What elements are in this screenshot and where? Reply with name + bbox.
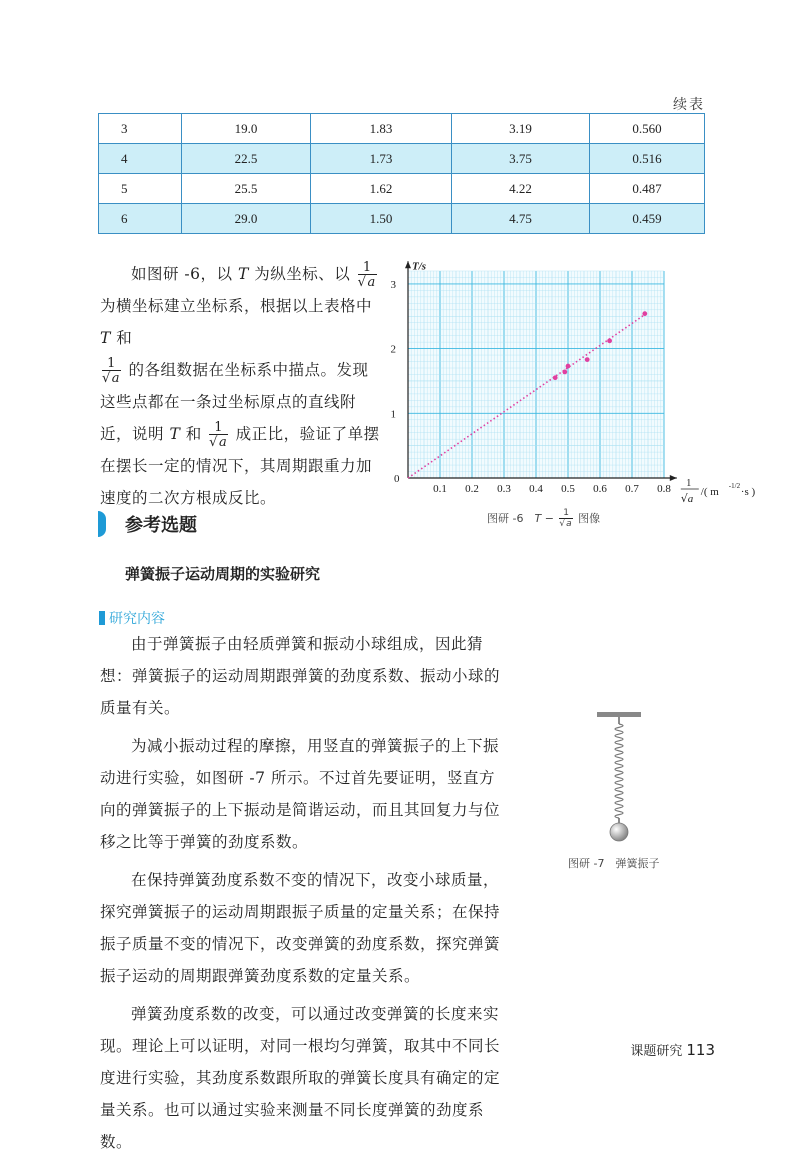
table-cell: 5	[99, 174, 182, 204]
body-text	[100, 628, 505, 1164]
data-point	[562, 369, 567, 374]
x-tick-label: 0.5	[561, 483, 575, 495]
x-axis-label-sqrt-sign: √	[680, 492, 688, 505]
table-cell: 22.5	[182, 144, 311, 174]
table-cell: 3.75	[452, 144, 590, 174]
page-footer	[630, 1040, 715, 1059]
table-cell: 1.62	[311, 174, 452, 204]
x-tick-label: 0.4	[529, 483, 543, 495]
table-cell: 0.560	[590, 114, 705, 144]
content-label: 研究内容	[99, 608, 165, 628]
content-label-marker	[99, 611, 105, 625]
topic-title: 弹簧振子运动周期的实验研究	[125, 565, 321, 583]
body-paragraph: 为减小振动过程的摩擦，用竖直的弹簧振子的上下振动进行实验，如图研 -7 所示。不过首先要证明，竖直方向的弹簧振子的上下振动是简谐运动，而且其回复力与位移之比等于弹簧的劲度系数。	[100, 737, 501, 851]
x-tick-label: 0.6	[593, 483, 607, 495]
table-cell: 3	[99, 114, 182, 144]
table-row	[99, 114, 705, 144]
table-cell: 4.75	[452, 204, 590, 234]
x-axis-arrow	[670, 475, 677, 481]
y-tick-label: 2	[390, 343, 396, 356]
y-axis-arrow	[405, 261, 411, 268]
data-point	[642, 311, 647, 316]
spring-ball	[610, 823, 628, 841]
table-row	[99, 174, 705, 204]
data-point	[607, 338, 612, 343]
data-point	[566, 364, 571, 369]
table-cell: 29.0	[182, 204, 311, 234]
x-axis-label-numerator: 1	[686, 478, 692, 489]
section-marker	[98, 511, 106, 537]
x-tick-label: 0.1	[433, 483, 447, 495]
data-point	[585, 357, 590, 362]
footer-label: 课题研究	[630, 1044, 683, 1059]
inverse-sqrt-a-fraction: $\frac{1}{√a}$	[357, 260, 376, 290]
x-tick-label: 0.3	[497, 483, 511, 495]
y-tick-label: 1	[390, 408, 396, 421]
figure-7-caption: 图研 -7 弹簧振子	[568, 857, 660, 870]
table-row	[99, 204, 705, 234]
table-cell: 0.459	[590, 204, 705, 234]
chart-description-paragraph: 如图研 -6，以 T 为纵坐标、以 $\frac{1}{√a}$ 为横坐标建立坐标系，根据以上表格中 T 和 $\frac{1}{√a}$ 的各组数据在坐标系中描点。发现这些点都在一条过坐标原点的直线附近，说明 T 和 $\frac{1}{√a}$ 成正比，验证了单摆在摆长一定的情况下，其周期跟重力加速度的二次方根成反比。	[100, 260, 380, 507]
table-cell: 1.73	[311, 144, 452, 174]
x-axis-label-unit-end: ·s )	[740, 486, 755, 498]
table-cell: 0.487	[590, 174, 705, 204]
table-cell: 3.19	[452, 114, 590, 144]
t-vs-inverse-sqrt-a-chart	[385, 255, 755, 510]
x-tick-label: 0.8	[657, 483, 671, 495]
data-table	[98, 113, 705, 234]
spring-oscillator-figure	[595, 712, 655, 842]
figure-6-caption: 图研 -6 T − $\frac{1}{√a}$ 图像	[487, 508, 601, 529]
table-cell: 1.83	[311, 114, 452, 144]
x-axis-label-unit: /( m	[700, 486, 719, 498]
table-cell: 0.516	[590, 144, 705, 174]
table-continued-label: 续表	[673, 97, 705, 113]
table-row	[99, 144, 705, 174]
x-tick-label: 0.2	[465, 483, 479, 495]
y-axis-label: T/s	[412, 260, 427, 273]
chart-grid	[408, 271, 664, 478]
x-axis-label-exponent: -1/2	[728, 482, 741, 490]
y-tick-label: 3	[390, 278, 396, 291]
origin-label: 0	[394, 473, 400, 485]
inverse-sqrt-a-fraction: $\frac{1}{√a}$	[209, 420, 228, 450]
table-cell: 4	[99, 144, 182, 174]
spring-coil	[615, 724, 623, 818]
x-axis-label-denominator: a	[687, 493, 694, 505]
inverse-sqrt-a-fraction: $\frac{1}{√a}$	[102, 356, 121, 386]
body-paragraph: 由于弹簧振子由轻质弹簧和振动小球组成，因此猜想：弹簧振子的运动周期跟弹簧的劲度系数、振动小球的质量有关。	[100, 635, 501, 717]
table-cell: 6	[99, 204, 182, 234]
data-point	[553, 375, 558, 380]
x-tick-label: 0.7	[625, 483, 639, 495]
body-paragraph: 在保持弹簧劲度系数不变的情况下，改变小球质量，探究弹簧振子的运动周期跟振子质量的定量关系；在保持振子质量不变的情况下，改变弹簧的劲度系数，探究弹簧振子运动的周期跟弹簧劲度系数的定量关系。	[100, 871, 501, 985]
table-cell: 25.5	[182, 174, 311, 204]
section-title: 参考选题	[125, 515, 197, 536]
spring-mount	[597, 712, 641, 717]
table-cell: 1.50	[311, 204, 452, 234]
table-cell: 19.0	[182, 114, 311, 144]
body-paragraph: 弹簧劲度系数的改变，可以通过改变弹簧的长度来实现。理论上可以证明，对同一根均匀弹簧，取其中不同长度进行实验，其劲度系数跟所取的弹簧长度具有确定的定量关系。也可以通过实验来测量不同长度弹簧的劲度系数。	[100, 1005, 501, 1151]
page-number: 113	[686, 1041, 715, 1059]
table-cell: 4.22	[452, 174, 590, 204]
